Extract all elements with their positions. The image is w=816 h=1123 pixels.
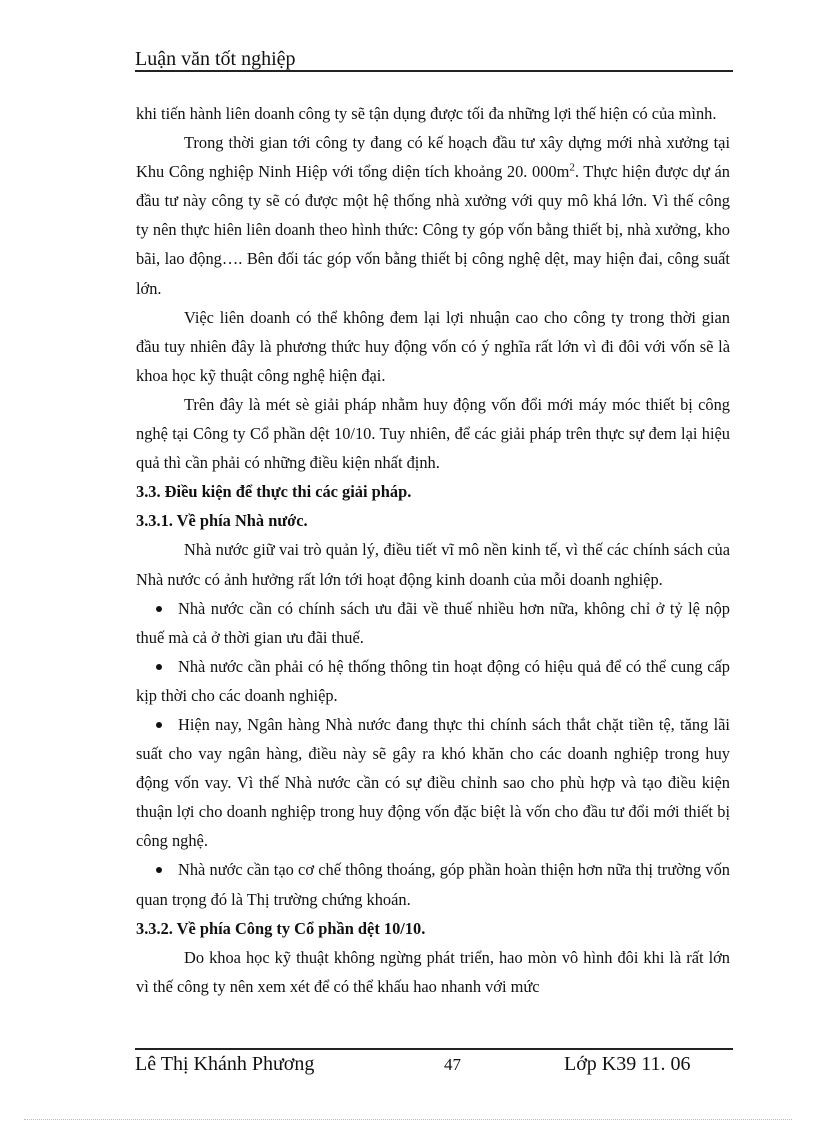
footer-author: Lê Thị Khánh Phương [135, 1053, 315, 1075]
footer-page-number: 47 [444, 1055, 461, 1074]
footer-divider [135, 1048, 733, 1050]
paragraph-joint-venture: Việc liên doanh có thể không đem lại lợi nhuận cao cho công ty trong thời gian đầu tuy nhiên đây là phương thức huy động vốn có ý nghĩa rất lớn vì đi đôi với vốn sẽ là khoa học kỹ thuật công nghệ hiện đại. [136, 307, 730, 385]
page-bottom-border [24, 1119, 792, 1120]
superscript: 2 [569, 161, 575, 174]
footer-class: Lớp K39 11. 06 [564, 1053, 691, 1075]
paragraph-state-role: Nhà nước giữ vai trò quản lý, điều tiết vĩ mô nền kinh tế, vì thế các chính sách của Nhà nước có ảnh hưởng rất lớn tới hoạt động kinh doanh của mỗi doanh nghiệp. [136, 540, 730, 589]
paragraph-summary: Trên đây là mét sè giải pháp nhằm huy động vốn đổi mới máy móc thiết bị công nghệ tại Công ty Cổ phần dệt 10/10. Tuy nhiên, để các giải pháp trên thực sự đem lại hiệu quả thì cần phải có những điều kiện nhất định. [136, 394, 730, 473]
paragraph-depreciation: Do khoa học kỹ thuật không ngừng phát triển, hao mòn vô hình đôi khi là rất lớn vì thế công ty nên xem xét để có thể khấu hao nhanh với mức [136, 947, 730, 996]
document-body [136, 99, 730, 1001]
bullet-icon [156, 606, 162, 612]
section-heading-3-3-2: 3.3.2. Về phía Công ty Cổ phần dệt 10/10. [136, 918, 426, 938]
paragraph-continuation: khi tiến hành liên doanh công ty sẽ tận dụng được tối đa những lợi thế hiện có của mình. [136, 104, 717, 123]
section-heading-3-3-1: 3.3.1. Về phía Nhà nước. [136, 511, 308, 531]
bullet-icon [156, 867, 162, 873]
bullet-item-information: Nhà nước cần phải có hệ thống thông tin hoạt động có hiệu quả để có thể cung cấp kịp thời cho các doanh nghiệp. [136, 656, 730, 705]
header-divider [135, 70, 733, 72]
section-heading-3-3: 3.3. Điều kiện để thực thi các giải pháp. [136, 482, 412, 502]
paragraph-factory-plan: Trong thời gian tới công ty đang có kế hoạch đầu tư xây dựng mới nhà xưởng tại Khu Công nghiệp Ninh Hiệp với tổng diện tích khoảng 20. $000m^2$. Thực hiện được dự án đầu tư này công ty sẽ có được một hệ thống nhà xưởng với quy mô khá lớn. Vì thế công ty nên thực hiên liên doanh theo hình thức: Công ty góp vốn bằng thiết bị, nhà xưởng, kho bãi, lao động…. Bên đối tác góp vốn bằng thiết bị công nghệ dệt, may hiện đai, công suất lớn. [136, 133, 730, 298]
page-header-title: Luận văn tốt nghiệp [135, 48, 296, 70]
bullet-item-stock-market: Nhà nước cần tạo cơ chế thông thoáng, góp phần hoàn thiện hơn nữa thị trường vốn quan trọng đó là Thị trường chứng khoán. [136, 860, 730, 909]
bullet-icon [156, 664, 162, 670]
bullet-item-tax: Nhà nước cần có chính sách ưu đãi về thuế nhiều hơn nữa, không chỉ ở tỷ lệ nộp thuế mà cả ở thời gian ưu đãi thuế. [136, 598, 730, 647]
bullet-icon [156, 722, 162, 728]
bullet-item-monetary: Hiện nay, Ngân hàng Nhà nước đang thực thi chính sách thắt chặt tiền tệ, tăng lãi suất cho vay ngân hàng, điều này sẽ gây ra khó khăn cho các doanh nghiệp trong huy động vốn vay. Vì thế Nhà nước cần có sự điều chỉnh sao cho phù hợp và tạo điều kiện thuận lợi cho doanh nghiệp trong huy động vốn đặc biệt là vốn cho đầu tư đổi mới thiết bị công nghệ. [136, 714, 730, 851]
